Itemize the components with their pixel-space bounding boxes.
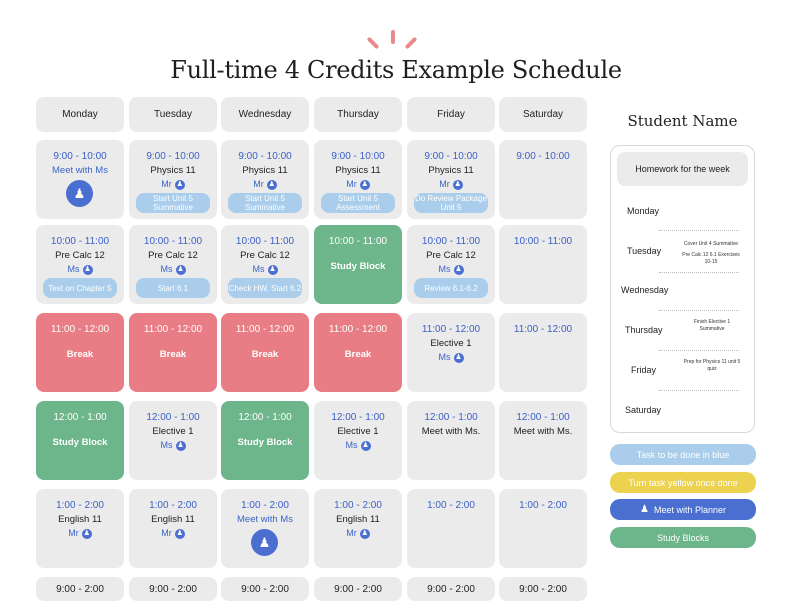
time-slot: 11:00 - 12:00 <box>421 324 481 335</box>
day-header-saturday: Saturday <box>499 97 587 132</box>
legend-label: Meet with Planner <box>653 504 726 515</box>
schedule-cell[interactable] <box>407 140 495 219</box>
task-chip[interactable] <box>228 193 302 213</box>
time-slot: 11:00 - 12:00 <box>50 324 110 335</box>
subject: Physics 11 <box>150 165 196 176</box>
time-slot: 9:00 - 10:00 <box>424 151 478 162</box>
task-chip[interactable] <box>136 278 210 298</box>
teacher <box>314 440 402 451</box>
time-slot: 10:00 - 11:00 <box>143 236 203 247</box>
time-slot: 12:00 - 1:00 <box>331 412 385 423</box>
meeting-label: Meet with Ms <box>52 165 108 176</box>
hw-note-friday: Prep for Physics 11 unit 5 quiz <box>683 359 741 372</box>
subject: Elective 1 <box>430 338 472 349</box>
teacher-name: Ms <box>67 264 80 274</box>
day-header-monday: Monday <box>36 97 124 132</box>
day-header-friday: Friday <box>407 97 495 132</box>
divider <box>659 310 739 311</box>
teacher-name: Ms <box>160 264 173 274</box>
divider <box>659 390 739 391</box>
divider <box>659 350 739 351</box>
legend-meet-planner <box>610 499 756 520</box>
hw-note-tuesday: Cover Unit 4 Summative <box>683 241 739 247</box>
schedule-cell[interactable] <box>221 225 309 304</box>
time-slot: 1:00 - 2:00 <box>519 500 567 511</box>
legend-label: Turn task yellow once done <box>628 477 738 488</box>
subject: Pre Calc 12 <box>426 250 476 261</box>
subject: Elective 1 <box>337 426 379 437</box>
subject: Meet with Ms. <box>421 426 481 437</box>
subject: English 11 <box>336 514 380 525</box>
teacher-name: Mr <box>439 179 450 189</box>
schedule-cell[interactable] <box>407 489 495 568</box>
subject: Physics 11 <box>428 165 474 176</box>
teacher-name: Ms <box>160 440 173 450</box>
time-slot: 12:00 - 1:00 <box>424 412 478 423</box>
teacher-name: Mr <box>161 179 172 189</box>
hw-note-tuesday-2: Pre Calc 12 6.1 Exercises 10-15 <box>682 252 740 265</box>
subject: English 11 <box>58 514 102 525</box>
teacher-name: Ms <box>252 264 265 274</box>
profile-icon: ♟ <box>176 529 183 537</box>
time-slot: 1:00 - 2:00 <box>334 500 382 511</box>
task-chip[interactable] <box>43 278 117 298</box>
bottom-time-cell: 9:00 - 2:00 <box>36 577 124 601</box>
schedule-cell[interactable] <box>129 401 217 480</box>
teacher <box>407 179 495 190</box>
teacher-name: Ms <box>345 440 358 450</box>
person-icon: ♟ <box>639 504 649 515</box>
time-slot: 1:00 - 2:00 <box>241 500 289 511</box>
teacher <box>407 352 495 363</box>
teacher-name: Ms <box>438 352 451 362</box>
schedule-cell[interactable] <box>499 401 587 480</box>
schedule-cell[interactable] <box>129 225 217 304</box>
schedule-cell[interactable] <box>499 225 587 304</box>
bottom-time-cell: 9:00 - 2:00 <box>129 577 217 601</box>
time-slot: 9:00 - 10:00 <box>238 151 292 162</box>
legend-task-blue <box>610 444 756 465</box>
legend-study-blocks <box>610 527 756 548</box>
task-chip[interactable] <box>414 193 488 213</box>
teacher <box>407 264 495 275</box>
profile-icon: ♟ <box>177 265 184 273</box>
time-slot: 9:00 - 10:00 <box>516 151 570 162</box>
profile-icon: ♟ <box>455 265 462 273</box>
time-slot: 10:00 - 11:00 <box>421 236 481 247</box>
day-header-thursday: Thursday <box>314 97 402 132</box>
schedule-cell[interactable] <box>129 489 217 568</box>
schedule-cell[interactable] <box>314 225 402 304</box>
schedule-cell[interactable] <box>499 489 587 568</box>
teacher-name: Mr <box>346 528 357 538</box>
profile-icon: ♟ <box>361 180 368 188</box>
time-slot: 1:00 - 2:00 <box>427 500 475 511</box>
subject: Pre Calc 12 <box>55 250 105 261</box>
profile-icon: ♟ <box>83 529 90 537</box>
bottom-time-cell: 9:00 - 2:00 <box>499 577 587 601</box>
sparkle-icon <box>365 30 425 52</box>
person-icon[interactable]: ♟ <box>66 180 93 207</box>
day-header-tuesday: Tuesday <box>129 97 217 132</box>
time-slot: 11:00 - 12:00 <box>513 324 573 335</box>
person-icon[interactable]: ♟ <box>251 529 278 556</box>
profile-icon: ♟ <box>176 180 183 188</box>
teacher-name: Mr <box>161 528 172 538</box>
teacher <box>221 179 309 190</box>
time-slot: 12:00 - 1:00 <box>238 412 292 423</box>
task-text: Start Unit 5 Assessment <box>336 194 380 212</box>
task-text: Review 6.1-6.2 <box>424 283 478 293</box>
divider <box>659 230 739 231</box>
block-label: Break <box>251 349 279 360</box>
schedule-cell[interactable] <box>129 140 217 219</box>
teacher <box>36 264 124 275</box>
block-label: Study Block <box>52 437 108 448</box>
teacher <box>36 528 124 539</box>
hw-note-thursday: Finish Elective 1 Summative <box>693 319 731 332</box>
hw-day-saturday: Saturday <box>625 405 662 415</box>
time-slot: 11:00 - 12:00 <box>235 324 295 335</box>
time-slot: 10:00 - 11:00 <box>235 236 295 247</box>
schedule-cell[interactable] <box>314 401 402 480</box>
task-text: Test on Chapter 5 <box>48 283 112 293</box>
student-name[interactable]: Student Name <box>627 112 738 130</box>
subject: Pre Calc 12 <box>148 250 198 261</box>
teacher <box>129 528 217 539</box>
teacher <box>221 264 309 275</box>
profile-icon: ♟ <box>269 265 276 273</box>
schedule-cell[interactable] <box>129 313 217 392</box>
time-slot: 11:00 - 12:00 <box>328 324 388 335</box>
schedule-cell[interactable] <box>36 225 124 304</box>
teacher <box>314 179 402 190</box>
schedule-cell[interactable] <box>36 489 124 568</box>
teacher-name: Mr <box>253 179 264 189</box>
time-slot: 12:00 - 1:00 <box>516 412 570 423</box>
schedule-cell[interactable] <box>499 313 587 392</box>
schedule-cell[interactable] <box>36 313 124 392</box>
hw-day-tuesday: Tuesday <box>627 246 662 256</box>
divider <box>659 272 739 273</box>
block-label: Break <box>159 349 187 360</box>
task-text: Start Unit 5 Summative <box>244 194 285 212</box>
profile-icon: ♟ <box>454 180 461 188</box>
task-chip[interactable] <box>414 278 488 298</box>
schedule-cell[interactable] <box>314 140 402 219</box>
hw-day-wednesday: Wednesday <box>621 285 669 295</box>
time-slot: 9:00 - 10:00 <box>146 151 200 162</box>
schedule-cell[interactable] <box>221 140 309 219</box>
block-label: Study Block <box>330 261 386 272</box>
schedule-cell[interactable] <box>314 313 402 392</box>
time-slot: 10:00 - 11:00 <box>328 236 388 247</box>
task-chip[interactable] <box>136 193 210 213</box>
homework-panel <box>610 145 755 433</box>
task-text: Start Unit 5 Summative <box>152 194 193 212</box>
teacher <box>129 264 217 275</box>
task-chip[interactable] <box>228 278 302 298</box>
time-slot: 12:00 - 1:00 <box>53 412 107 423</box>
hw-day-thursday: Thursday <box>625 325 663 335</box>
time-slot: 9:00 - 10:00 <box>53 151 107 162</box>
day-header-wednesday: Wednesday <box>221 97 309 132</box>
schedule-cell[interactable] <box>221 313 309 392</box>
profile-icon: ♟ <box>177 441 184 449</box>
profile-icon: ♟ <box>84 265 91 273</box>
bottom-time-cell: 9:00 - 2:00 <box>221 577 309 601</box>
teacher <box>129 440 217 451</box>
teacher <box>129 179 217 190</box>
meeting-label: Meet with Ms <box>237 514 293 525</box>
hw-day-monday: Monday <box>627 206 660 216</box>
time-slot: 1:00 - 2:00 <box>149 500 197 511</box>
schedule-cell[interactable] <box>407 313 495 392</box>
block-label: Break <box>344 349 372 360</box>
profile-icon: ♟ <box>455 353 462 361</box>
profile-icon: ♟ <box>268 180 275 188</box>
time-slot: 9:00 - 10:00 <box>331 151 385 162</box>
task-text: Do Review Package Unit 5 <box>414 194 488 212</box>
page-title: Full-time 4 Credits Example Schedule <box>170 56 622 84</box>
schedule-cell[interactable] <box>407 225 495 304</box>
profile-icon: ♟ <box>362 441 369 449</box>
homework-title: Homework for the week <box>617 152 748 186</box>
schedule-cell[interactable] <box>221 489 309 568</box>
subject: English 11 <box>151 514 195 525</box>
time-slot: 1:00 - 2:00 <box>56 500 104 511</box>
schedule-cell[interactable] <box>407 401 495 480</box>
profile-icon: ♟ <box>361 529 368 537</box>
bottom-time-cell: 9:00 - 2:00 <box>314 577 402 601</box>
legend-label: Task to be done in blue <box>636 449 730 460</box>
legend-task-yellow <box>610 472 756 493</box>
schedule-cell[interactable] <box>221 401 309 480</box>
subject: Physics 11 <box>335 165 381 176</box>
teacher-name: Mr <box>68 528 79 538</box>
schedule-cell[interactable] <box>36 401 124 480</box>
task-text: Check HW, Start 6.2 <box>228 283 302 293</box>
time-slot: 10:00 - 11:00 <box>50 236 110 247</box>
bottom-time-cell: 9:00 - 2:00 <box>407 577 495 601</box>
schedule-cell[interactable] <box>314 489 402 568</box>
subject: Physics 11 <box>242 165 288 176</box>
teacher-name: Ms <box>438 264 451 274</box>
hw-day-friday: Friday <box>631 365 657 375</box>
time-slot: 11:00 - 12:00 <box>143 324 203 335</box>
time-slot: 12:00 - 1:00 <box>146 412 200 423</box>
subject: Pre Calc 12 <box>240 250 290 261</box>
teacher-name: Mr <box>346 179 357 189</box>
task-chip[interactable] <box>321 193 395 213</box>
schedule-cell[interactable] <box>36 140 124 219</box>
legend-label: Study Blocks <box>656 532 710 543</box>
task-text: Start 6.1 <box>157 283 189 293</box>
schedule-cell[interactable] <box>499 140 587 219</box>
subject: Elective 1 <box>152 426 194 437</box>
time-slot: 10:00 - 11:00 <box>513 236 573 247</box>
teacher <box>314 528 402 539</box>
block-label: Study Block <box>237 437 293 448</box>
subject: Meet with Ms. <box>513 426 573 437</box>
block-label: Break <box>66 349 94 360</box>
